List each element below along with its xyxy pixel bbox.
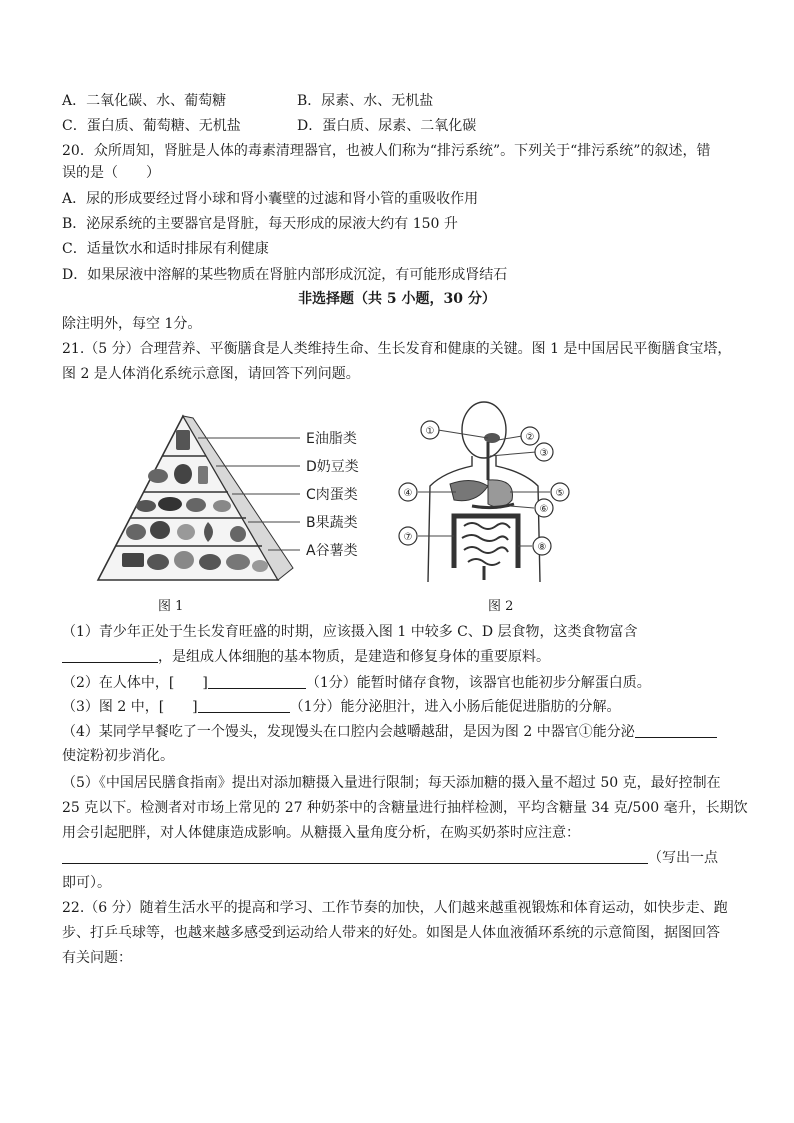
q21-p4-line2: 使淀粉初步消化。 (62, 748, 174, 764)
organ-number-2: ② (525, 432, 535, 443)
q21-p5-line4 (62, 848, 718, 868)
q21-p2-text-b: （1分）能暂时储存食物，该器官也能初步分解蛋白质。 (305, 675, 651, 691)
q21-p4-line1 (62, 722, 717, 742)
answer-blank[interactable] (635, 723, 717, 738)
q21-p5-line2: 25 克以下。检测者对市场上常见的 27 种奶茶中的含糖量进行抽样检测，平均含糖量 34 克/500 毫升，长期饮 (62, 800, 748, 816)
pyramid-label-b: B果蔬类 (306, 515, 358, 531)
q19-option-d: D．蛋白质、尿素、二氧化碳 (297, 118, 477, 134)
pyramid-label-d: D奶豆类 (306, 459, 359, 475)
q20-option-b: B．泌尿系统的主要器官是肾脏，每天形成的尿液大约有 150 升 (62, 216, 458, 232)
q21-p2 (62, 673, 651, 693)
q21-p3 (62, 697, 621, 717)
answer-blank[interactable] (62, 849, 648, 864)
q21-p3-text-b: （1分）能分泌胆汁，进入小肠后能促进脂肪的分解。 (289, 699, 621, 715)
q21-p4-text: （4）某同学早餐吃了一个馒头，发现馒头在口腔内会越嚼越甜，是因为图 2 中器官①能分泌 (62, 724, 635, 740)
q21-p2-text-a: （2）在人体中，[ ] (62, 675, 208, 691)
q21-p5-line3: 用会引起肥胖，对人体健康造成影响。从糖摄入量角度分析，在购买奶茶时应注意： (62, 825, 580, 841)
organ-number-4: ④ (403, 488, 413, 499)
q21-p1-line2-text: ，是组成人体细胞的基本物质，是建造和修复身体的重要原料。 (158, 649, 550, 665)
q20-stem-line2: 误的是（ ） (62, 165, 160, 181)
organ-number-3: ③ (539, 448, 549, 459)
organ-number-6: ⑥ (539, 504, 549, 515)
q22-line1: 22.（6 分）随着生活水平的提高和学习、工作节奏的加快，人们越来越重视锻炼和体育运动，如快步走、跑 (62, 900, 728, 916)
q19-option-a: A．二氧化碳、水、葡萄糖 (62, 93, 227, 109)
q21-p3-text-a: （3）图 2 中，[ ] (62, 699, 198, 715)
answer-blank[interactable] (208, 674, 306, 689)
q22-line3: 有关问题： (62, 950, 132, 966)
q21-p5-tail: （写出一点 (648, 850, 718, 866)
q20-stem-line1: 20．众所周知，肾脏是人体的毒素清理器官，也被人们称为“排污系统”。下列关于“排污系统”的叙述，错 (62, 143, 711, 159)
organ-number-1: ① (425, 426, 435, 437)
q20-option-a: A．尿的形成要经过肾小球和肾小囊壁的过滤和肾小管的重吸收作用 (62, 191, 479, 207)
q21-intro-line2: 图 2 是人体消化系统示意图，请回答下列问题。 (62, 366, 360, 382)
q21-intro-line1: 21.（5 分）合理营养、平衡膳食是人类维持生命、生长发育和健康的关键。图 1 是中国居民平衡膳食宝塔， (62, 341, 732, 357)
digestive-system-figure (384, 396, 584, 586)
answer-blank[interactable] (62, 648, 158, 663)
organ-number-5: ⑤ (555, 488, 565, 499)
q21-p5-line5: 即可）。 (62, 875, 111, 891)
q19-option-c: C．蛋白质、葡萄糖、无机盐 (62, 118, 241, 134)
pyramid-label-e: E油脂类 (306, 431, 357, 447)
section-title: 非选择题（共 5 小题，30 分） (298, 291, 496, 307)
fig2-caption: 图 2 (488, 599, 514, 614)
organ-number-8: ⑧ (537, 542, 547, 553)
q19-option-b: B．尿素、水、无机盐 (297, 93, 434, 109)
q21-p5-line1: （5）《中国居民膳食指南》提出对添加糖摄入量进行限制；每天添加糖的摄入量不超过 50 克，最好控制在 (62, 775, 721, 791)
q21-p1-line2 (62, 647, 550, 667)
q21-p1-line1: （1）青少年正处于生长发育旺盛的时期，应该摄入图 1 中较多 C、D 层食物，这类食物富含 (62, 624, 638, 640)
answer-blank[interactable] (198, 698, 290, 713)
fig1-caption: 图 1 (158, 599, 184, 614)
q22-line2: 步、打乒乓球等，也越来越多感受到运动给人带来的好处。如图是人体血液循环系统的示意简图，据图回答 (62, 925, 720, 941)
pyramid-label-c: C肉蛋类 (306, 487, 358, 503)
food-pyramid-figure (88, 408, 388, 588)
q20-option-c: C．适量饮水和适时排尿有利健康 (62, 241, 269, 257)
pyramid-label-a: A谷薯类 (306, 543, 358, 559)
q20-option-d: D．如果尿液中溶解的某些物质在肾脏内部形成沉淀，有可能形成肾结石 (62, 267, 508, 283)
organ-number-7: ⑦ (403, 532, 413, 543)
section-note: 除注明外，每空 1分。 (62, 316, 202, 332)
